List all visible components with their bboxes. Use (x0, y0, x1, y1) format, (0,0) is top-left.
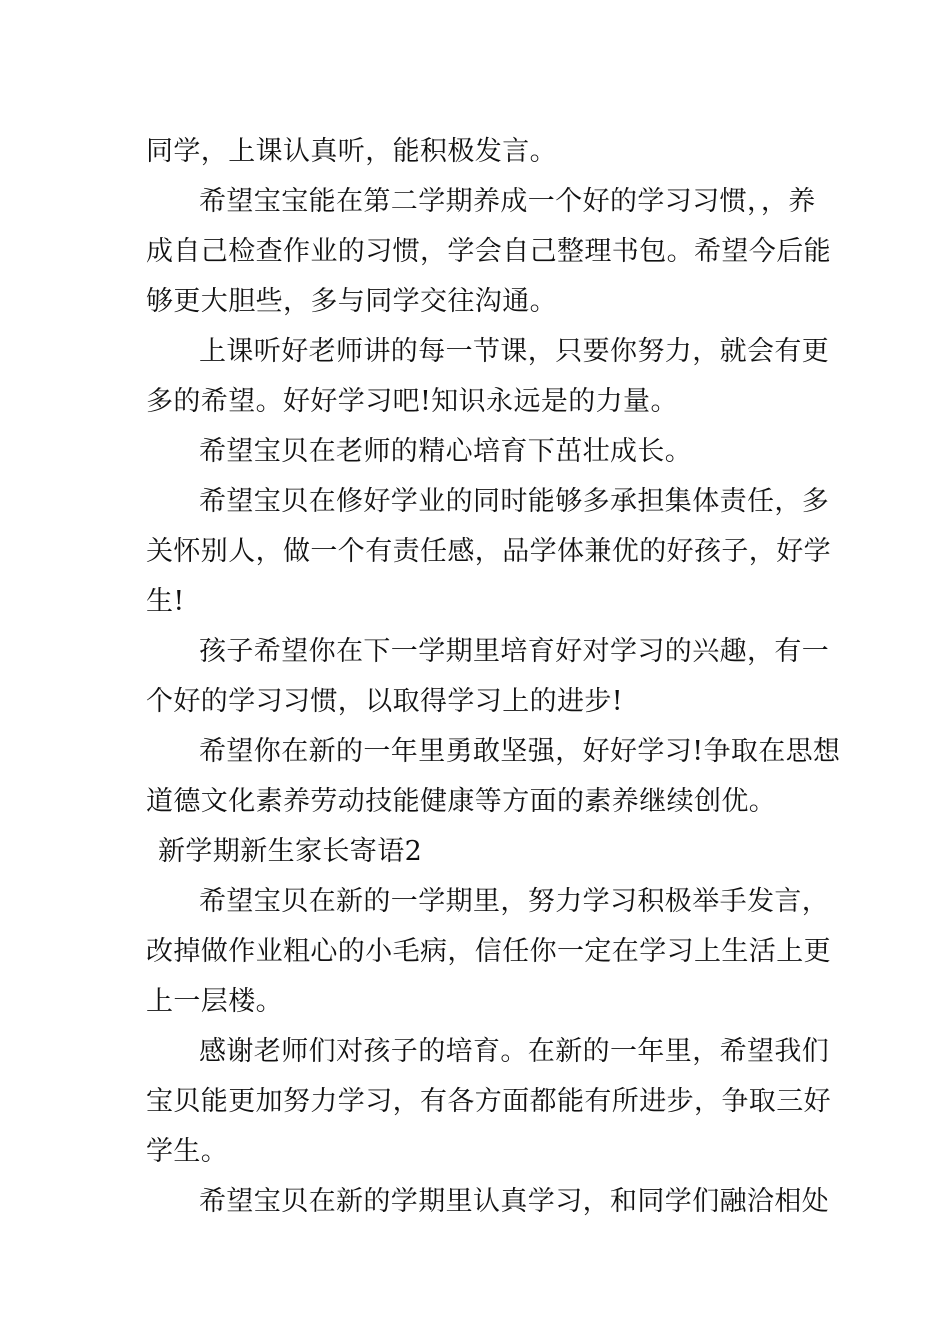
text-line: 上一层楼。 (146, 986, 283, 1017)
text-line: 关怀别人，做一个有责任感，品学体兼优的好孩子，好学 (146, 536, 831, 567)
text-line: 宝贝能更加努力学习，有各方面都能有所进步，争取三好 (146, 1086, 831, 1117)
text-line: 上课听好老师讲的每一节课，只要你努力，就会有更 (199, 336, 830, 367)
text-line: 够更大胆些，多与同学交往沟通。 (146, 286, 557, 317)
text-line: 感谢老师们对孩子的培育。在新的一年里，希望我们 (199, 1036, 830, 1067)
section-heading: 新学期新生家长寄语2 (158, 836, 423, 867)
text-line: 希望宝贝在新的学期里认真学习，和同学们融洽相处 (199, 1186, 830, 1217)
text-line: 成自己检查作业的习惯，学会自己整理书包。希望今后能 (146, 236, 831, 267)
text-line: 同学，上课认真听，能积极发言。 (146, 136, 557, 167)
text-line: 希望宝宝能在第二学期养成一个好的学习习惯，，养 (199, 186, 816, 217)
text-line: 孩子希望你在下一学期里培育好对学习的兴趣，有一 (199, 636, 830, 667)
text-line: 道德文化素养劳动技能健康等方面的素养继续创优。 (146, 786, 777, 817)
text-line: 希望你在新的一年里勇敢坚强，好好学习!争取在思想 (199, 736, 841, 767)
text-line: 学生。 (146, 1136, 229, 1167)
text-line: 多的希望。好好学习吧!知识永远是的力量。 (146, 386, 678, 417)
text-line: 希望宝贝在老师的精心培育下茁壮成长。 (199, 436, 693, 467)
text-line: 个好的学习习惯，以取得学习上的进步! (146, 686, 624, 717)
text-line: 改掉做作业粗心的小毛病，信任你一定在学习上生活上更 (146, 936, 831, 967)
text-line: 希望宝贝在修好学业的同时能够多承担集体责任，多 (199, 486, 830, 517)
text-line: 希望宝贝在新的一学期里，努力学习积极举手发言， (199, 886, 830, 917)
text-line: 生! (146, 586, 185, 617)
